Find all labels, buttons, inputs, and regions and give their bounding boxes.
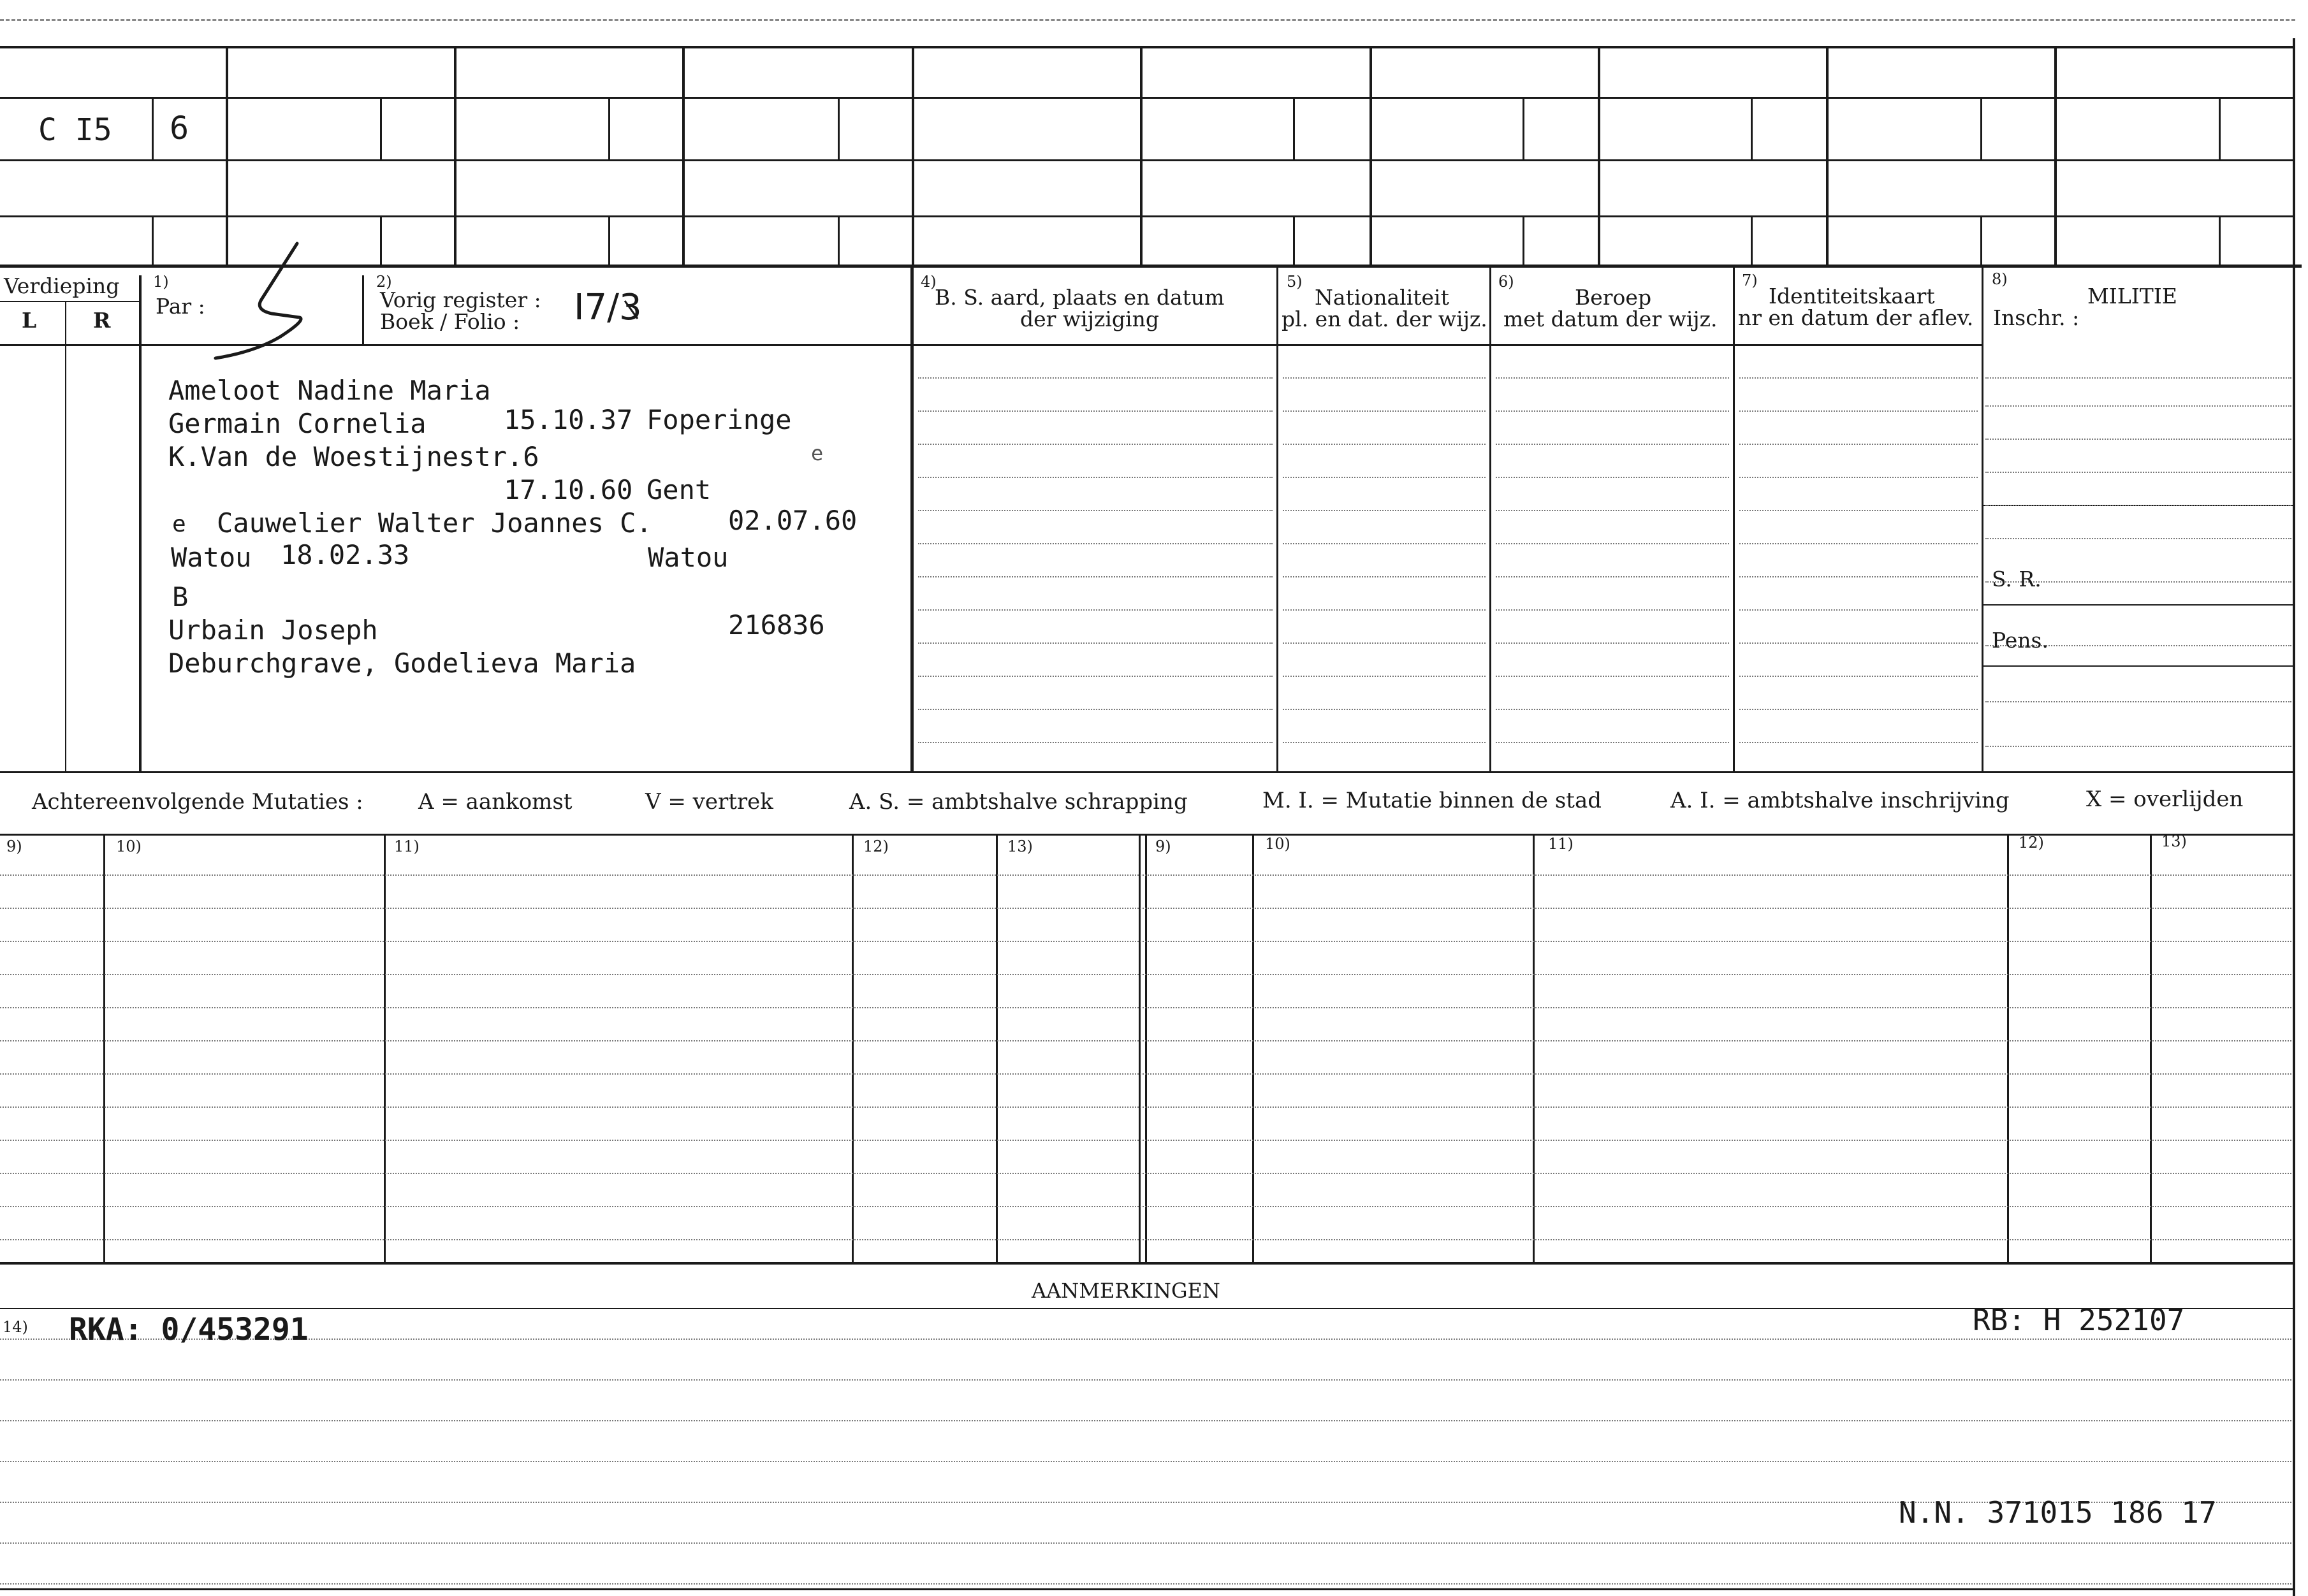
- dotted-rule: [1496, 709, 1729, 710]
- legend-item-internal-move: M. I. = Mutatie binnen de stad: [1262, 788, 1602, 813]
- dotted-rule: [0, 1073, 2291, 1075]
- dotted-rule: [1283, 477, 1486, 478]
- dotted-rule: [0, 974, 2291, 975]
- mutation-col-9b: 9): [1155, 838, 1171, 855]
- dotted-rule: [918, 543, 1273, 544]
- dotted-rule: [1283, 742, 1486, 743]
- dotted-rule: [1283, 642, 1486, 644]
- dotted-rule: [1985, 439, 2291, 440]
- record-line-3: K.Van de Woestijnestr.6: [168, 441, 539, 472]
- record-line-3-mark: e: [811, 441, 824, 465]
- dotted-rule: [0, 1379, 2291, 1381]
- record-line-2-place: Foperinge: [646, 404, 792, 435]
- dotted-rule: [0, 1173, 2291, 1174]
- mutation-col-12a: 12): [863, 838, 889, 855]
- dotted-rule: [918, 676, 1273, 677]
- job-label-line1: Beroep: [1575, 285, 1652, 310]
- dotted-rule: [1283, 609, 1486, 611]
- record-line-5-date: 02.07.60: [728, 505, 858, 536]
- dotted-rule: [0, 1007, 2291, 1008]
- dotted-rule: [1739, 444, 1978, 445]
- dotted-rule: [1985, 746, 2291, 747]
- inschr-label: Inschr. :: [1993, 305, 2080, 330]
- dotted-rule: [918, 510, 1273, 511]
- dotted-rule: [1496, 676, 1729, 677]
- record-line-6-place: Watou: [171, 542, 252, 573]
- dotted-rule: [918, 609, 1273, 611]
- top-row-code: C I5: [38, 112, 112, 148]
- dotted-rule: [0, 908, 2291, 909]
- rb-number: RB: H 252107: [1973, 1303, 2185, 1337]
- dotted-rule: [1496, 510, 1729, 511]
- dotted-rule: [918, 377, 1273, 379]
- record-line-2-name: Germain Cornelia: [168, 408, 427, 439]
- dotted-rule: [1739, 642, 1978, 644]
- job-label-line2: met datum der wijz.: [1503, 307, 1718, 331]
- floor-label: Verdieping: [4, 273, 120, 298]
- field-number-7: 7): [1742, 272, 1758, 289]
- dotted-rule: [1739, 543, 1978, 544]
- par-label: Par :: [156, 294, 205, 319]
- dotted-rule: [1496, 609, 1729, 611]
- legend-item-arrival: A = aankomst: [418, 789, 573, 815]
- dotted-rule: [1739, 576, 1978, 577]
- dotted-rule: [1496, 477, 1729, 478]
- record-line-7: B: [172, 581, 189, 613]
- record-line-8-name: Urbain Joseph: [168, 614, 378, 646]
- field-number-8: 8): [1992, 270, 2008, 288]
- dotted-rule: [1739, 676, 1978, 677]
- dotted-rule: [918, 477, 1273, 478]
- field-number-14: 14): [3, 1318, 28, 1336]
- dotted-rule: [1739, 609, 1978, 611]
- nn-number: N.N. 371015 186 17: [1899, 1495, 2217, 1530]
- id-card-label-line1: Identiteitskaart: [1769, 284, 1935, 308]
- record-line-6-date: 18.02.33: [281, 539, 410, 570]
- dotted-rule: [1283, 444, 1486, 445]
- record-line-2-date: 15.10.37: [504, 404, 633, 435]
- dotted-rule: [0, 1106, 2291, 1108]
- field-number-2: 2): [376, 273, 392, 291]
- dotted-rule: [1739, 477, 1978, 478]
- dotted-rule: [0, 1140, 2291, 1141]
- dotted-rule: [0, 1461, 2291, 1462]
- legend-item-death: X = overlijden: [2086, 787, 2244, 812]
- field-number-6: 6): [1498, 273, 1514, 291]
- legend-title: Achtereenvolgende Mutaties :: [32, 789, 363, 815]
- sr-label: S. R.: [1992, 567, 2041, 591]
- dotted-rule: [918, 444, 1273, 445]
- record-line-9: Deburchgrave, Godelieva Maria: [168, 648, 636, 679]
- dotted-rule: [1985, 538, 2291, 539]
- dotted-rule: [1739, 742, 1978, 743]
- record-line-5-prefix: e: [172, 511, 186, 537]
- dotted-rule: [1283, 576, 1486, 577]
- dotted-rule: [918, 576, 1273, 577]
- dotted-rule: [1283, 410, 1486, 412]
- record-line-1: Ameloot Nadine Maria: [168, 375, 491, 406]
- legend-item-registration: A. I. = ambtshalve inschrijving: [1670, 788, 2010, 813]
- top-row-number: 6: [170, 110, 189, 147]
- dotted-rule: [0, 1206, 2291, 1207]
- prev-register-label: Vorig register :: [380, 287, 541, 312]
- book-folio-label: Boek / Folio :: [380, 309, 520, 334]
- id-card-label-line2: nr en datum der aflev.: [1738, 305, 1974, 330]
- mutation-col-9a: 9): [6, 838, 22, 855]
- legend-item-departure: V = vertrek: [645, 789, 773, 815]
- dotted-rule: [1985, 701, 2291, 702]
- dotted-rule: [1739, 709, 1978, 710]
- rka-number: RKA: 0/453291: [69, 1312, 309, 1347]
- pens-label: Pens.: [1992, 628, 2049, 653]
- mutation-col-11a: 11): [394, 838, 420, 855]
- dotted-rule: [1985, 377, 2291, 379]
- dotted-rule: [1739, 510, 1978, 511]
- mutation-col-10b: 10): [1265, 835, 1290, 853]
- dotted-rule: [1496, 742, 1729, 743]
- nationality-label-line2: pl. en dat. der wijz.: [1282, 307, 1487, 331]
- dotted-rule: [1985, 505, 2291, 506]
- bs-label-line1: B. S. aard, plaats en datum: [935, 285, 1225, 310]
- prev-register-value: I7/3: [574, 287, 642, 328]
- dotted-rule: [1739, 377, 1978, 379]
- dotted-rule: [1739, 410, 1978, 412]
- dotted-rule: [0, 941, 2291, 942]
- dotted-rule: [0, 1583, 2291, 1585]
- dotted-rule: [1283, 676, 1486, 677]
- record-line-6-place2: Watou: [648, 542, 729, 573]
- dotted-rule: [0, 1542, 2291, 1544]
- remarks-title: AANMERKINGEN: [1032, 1279, 1220, 1303]
- record-line-8-num: 216836: [728, 609, 825, 641]
- dotted-rule: [0, 1239, 2291, 1240]
- dotted-rule: [0, 1420, 2291, 1421]
- dotted-rule: [1985, 472, 2291, 473]
- mutation-col-13b: 13): [2161, 832, 2187, 850]
- record-line-4-date: 17.10.60: [504, 474, 633, 505]
- dotted-rule: [918, 709, 1273, 710]
- dotted-rule: [1283, 709, 1486, 710]
- nationality-label-line1: Nationaliteit: [1315, 285, 1449, 310]
- field-number-4: 4): [921, 273, 937, 291]
- legend-item-removal: A. S. = ambtshalve schrapping: [849, 789, 1188, 815]
- dotted-rule: [1496, 576, 1729, 577]
- dotted-rule: [0, 1040, 2291, 1041]
- floor-right-label: R: [93, 308, 111, 333]
- dotted-rule: [0, 874, 2291, 876]
- record-line-4-place: Gent: [646, 474, 712, 505]
- dotted-rule: [1985, 405, 2291, 407]
- dotted-rule: [1496, 642, 1729, 644]
- dotted-rule: [918, 642, 1273, 644]
- record-line-5-name: Cauwelier Walter Joannes C.: [217, 507, 652, 539]
- mutation-col-10a: 10): [116, 838, 142, 855]
- militia-title: MILITIE: [2087, 284, 2177, 308]
- mutation-col-13a: 13): [1007, 838, 1033, 855]
- dotted-rule: [1283, 377, 1486, 379]
- dotted-rule: [0, 1338, 2291, 1340]
- dotted-rule: [1283, 510, 1486, 511]
- dotted-rule: [918, 742, 1273, 743]
- mutation-col-12b: 12): [2019, 834, 2044, 852]
- field-number-1: 1): [153, 273, 169, 291]
- bs-label-line2: der wijziging: [1020, 307, 1159, 331]
- floor-left-label: L: [22, 308, 37, 333]
- mutation-col-11b: 11): [1548, 835, 1574, 853]
- dotted-rule: [1496, 444, 1729, 445]
- dotted-rule: [1496, 543, 1729, 544]
- dotted-rule: [918, 410, 1273, 412]
- dotted-rule: [1496, 377, 1729, 379]
- dotted-rule: [1496, 410, 1729, 412]
- field-number-5: 5): [1287, 273, 1303, 291]
- dotted-rule: [1283, 543, 1486, 544]
